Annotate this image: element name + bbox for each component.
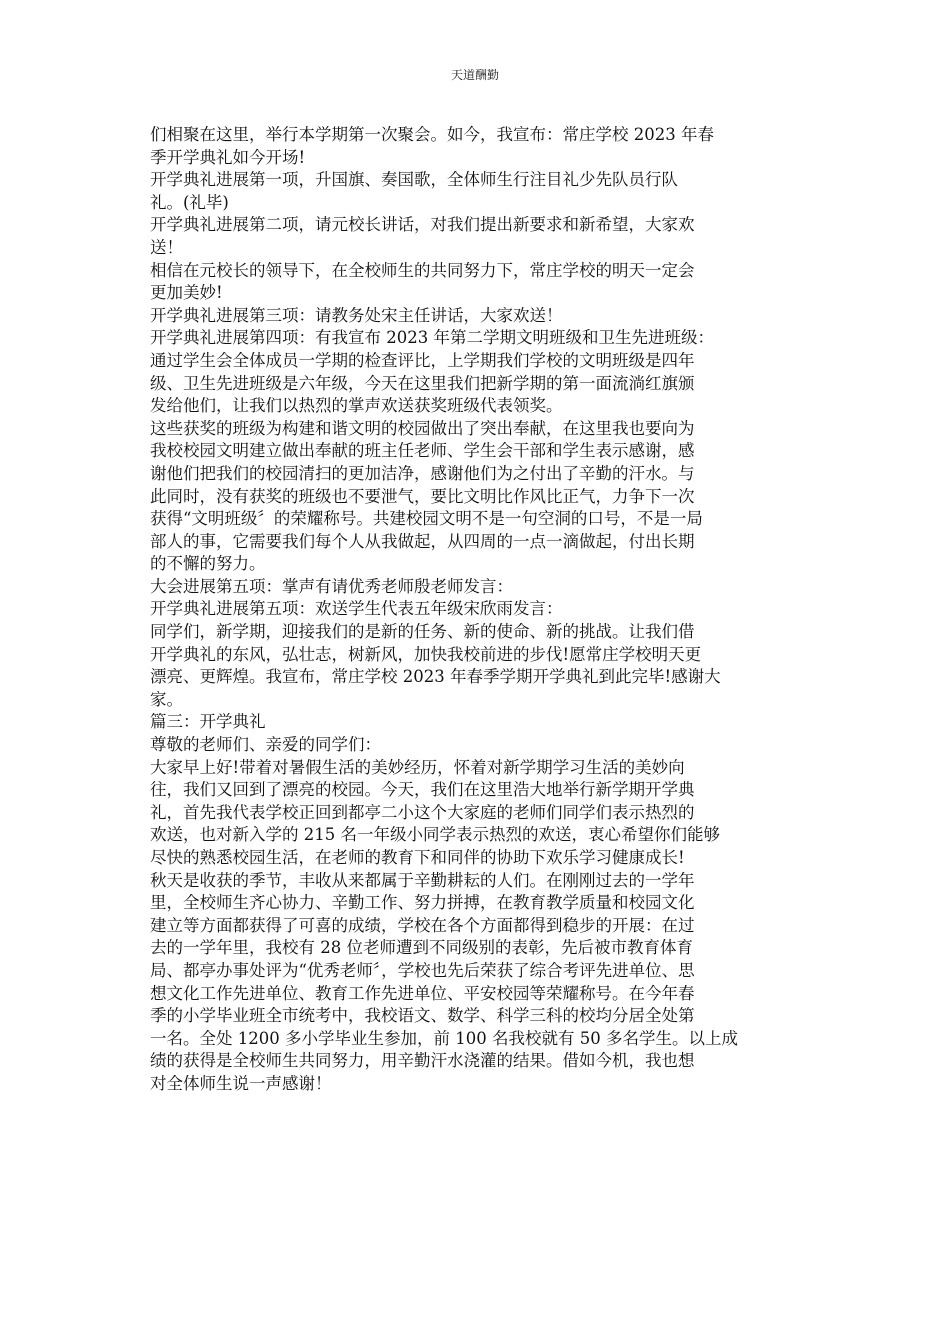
text-line: 建立等方面都获得了可喜的成绩，学校在各个方面都得到稳步的开展：在过	[150, 915, 695, 935]
text-line: 大会进展第五项：掌声有请优秀老师殷老师发言：	[150, 576, 513, 596]
text-line: 里，全校师生齐心协力、辛勤工作、努力拼搏，在教育教学质量和校园文化	[150, 893, 695, 913]
text-line: 开学典礼进展第五项：欢送学生代表五年级宋欣雨发言：	[150, 599, 563, 619]
text-line: 大家早上好!带着对暑假生活的美妙经历，怀着对新学期学习生活的美妙向	[150, 757, 685, 777]
text-line: 更加美妙!	[150, 283, 223, 303]
text-line: 尽快的熟悉校园生活，在老师的教育下和同伴的协助下欢乐学习健康成长!	[150, 848, 685, 867]
text-line: 秋天是收获的季节，丰收从来都属于辛勤耕耘的人们。在刚刚过去的一学年	[150, 870, 695, 890]
text-line: 开学典礼进展第三项：请教务处宋主任讲话，大家欢送！	[150, 305, 563, 325]
text-line: 此同时，没有获奖的班级也不要泄气，要比文明比作风比正气，力争下一次	[150, 486, 695, 506]
page-header: 天道酬勤	[450, 68, 499, 82]
text-line: 想文化工作先进单位、教育工作先进单位、平安校园等荣耀称号。在今年春	[150, 983, 695, 1003]
text-line: 开学典礼进展第二项，请元校长讲话，对我们提出新要求和新希望，大家欢	[150, 215, 695, 235]
text-line: 通过学生会全体成员一学期的检查评比，上学期我们学校的文明班级是四年	[150, 350, 695, 370]
document-body	[150, 124, 802, 1096]
text-line: 季的小学毕业班全市统考中，我校语文、数学、科学三科的校均分居全处第	[150, 1006, 695, 1026]
text-line: 谢他们把我们的校园清扫的更加洁净，感谢他们为之付出了辛勤的汗水。与	[150, 463, 695, 483]
text-line: 同学们，新学期，迎接我们的是新的任务、新的使命、新的挑战。让我们借	[150, 622, 695, 642]
text-line: 尊敬的老师们、亲爱的同学们：	[150, 735, 381, 755]
section-heading: 篇三：开学典礼	[150, 712, 266, 732]
text-line: 开学典礼的东风，弘壮志，树新风，加快我校前进的步伐!愿常庄学校明天更	[150, 644, 702, 664]
text-line: 对全体师生说一声感谢！	[150, 1073, 332, 1093]
text-line: 这些获奖的班级为构建和谐文明的校园做出了突出奉献，在这里我也要向为	[150, 418, 695, 438]
text-line: 漂亮、更辉煌。我宣布，常庄学校 2023 年春季学期开学典礼到此完毕!感谢大	[150, 667, 721, 687]
text-line: 相信在元校长的领导下，在全校师生的共同努力下，常庄学校的明天一定会	[150, 260, 695, 280]
text-line: 开学典礼进展第四项：有我宣布 2023 年第二学期文明班级和卫生先进班级：	[150, 328, 714, 348]
text-line: 们相聚在这里，举行本学期第一次聚会。如今，我宣布：常庄学校 2023 年春	[150, 125, 714, 144]
text-line: 开学典礼进展第一项，升国旗、奏国歌，全体师生行注目礼少先队员行队	[150, 170, 678, 190]
text-line: 我校校园文明建立做出奉献的班主任老师、学生会干部和学生表示感谢，感	[150, 441, 695, 461]
text-line: 绩的获得是全校师生共同努力，用辛勤汗水浇灌的结果。借如今机，我也想	[150, 1051, 695, 1071]
text-line: 礼，首先我代表学校正回到都亭二小这个大家庭的老师们同学们表示热烈的	[150, 802, 695, 822]
text-line: 一名。全处 1200 多小学毕业生参加，前 100 名我校就有 50 多名学生。以上成	[150, 1028, 738, 1048]
text-line: 获得“文明班级〞的荣耀称号。共建校园文明不是一句空洞的口号，不是一局	[150, 509, 703, 529]
text-line: 的不懈的努力。	[150, 554, 266, 574]
text-line: 送！	[150, 237, 183, 257]
text-line: 往，我们又回到了漂亮的校园。今天，我们在这里浩大地举行新学期开学典	[150, 780, 695, 800]
text-line: 发给他们，让我们以热烈的掌声欢送获奖班级代表领奖。	[150, 396, 563, 416]
text-line: 去的一学年里，我校有 28 位老师遭到不同级别的表彰，先后被市教育体育	[150, 938, 693, 958]
text-line: 级、卫生先进班级是六年级，今天在这里我们把新学期的第一面流淌红旗颁	[150, 373, 695, 393]
text-line: 部人的事，它需要我们每个人从我做起，从四周的一点一滴做起，付出长期	[150, 531, 695, 551]
text-line: 季开学典礼如今开场!	[150, 147, 306, 167]
text-line: 局、都亭办事处评为“优秀老师〞，学校也先后荣获了综合考评先进单位、思	[150, 960, 695, 980]
text-line: 礼。(礼毕)	[150, 192, 229, 212]
text-line: 家。	[150, 689, 183, 709]
text-line: 欢送，也对新入学的 215 名一年级小同学表示热烈的欢送，衷心希望你们能够	[150, 825, 720, 845]
